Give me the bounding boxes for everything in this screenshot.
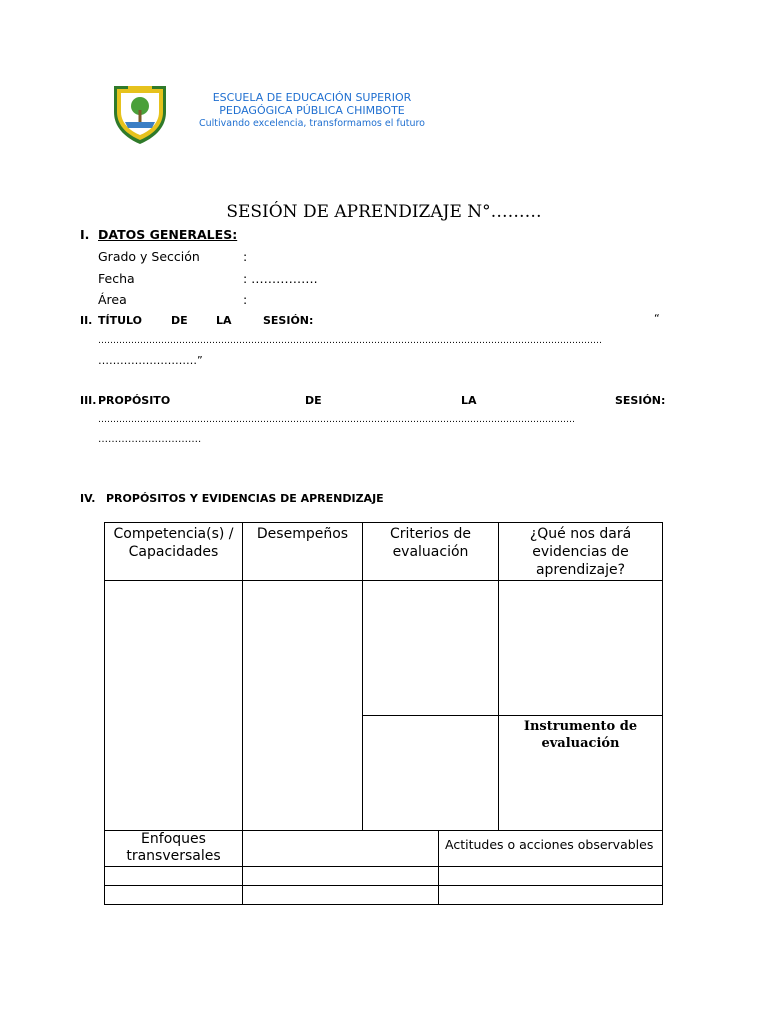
section2-word-la: LA (216, 314, 232, 327)
enfoques-cell[interactable] (243, 831, 439, 867)
cell-evidencias[interactable] (499, 581, 663, 716)
field-value-fecha: : ……………. (243, 271, 318, 286)
table-row (105, 867, 663, 886)
enfoque-detail-cell[interactable] (243, 867, 439, 886)
section4-heading: PROPÓSITOS Y EVIDENCIAS DE APRENDIZAJE (106, 492, 384, 505)
section2-number: II. (80, 314, 93, 327)
section2-word-de: DE (171, 314, 188, 327)
field-value-area: : (243, 292, 248, 307)
section2-open-quote: “ (654, 312, 660, 325)
enfoque-cell[interactable] (105, 886, 243, 905)
field-value-grado: : (243, 249, 248, 264)
header-evidencias: ¿Qué nos dará evidencias de aprendizaje? (499, 523, 663, 581)
section2-dotted-line2: ………………………” (98, 354, 203, 367)
enfoques-row (105, 831, 663, 867)
table-row (105, 886, 663, 905)
section1-number: I. (80, 227, 90, 242)
actitud-cell[interactable] (439, 886, 663, 905)
cell-desempenos[interactable] (243, 581, 363, 831)
field-label-area: Área (98, 292, 127, 307)
institution-slogan: Cultivando excelencia, transformamos el futuro (199, 118, 425, 129)
header-desempenos: Desempeños (243, 523, 363, 581)
section4-number: IV. (80, 492, 96, 505)
section3-number: III. (80, 394, 97, 407)
cell-criterios-upper[interactable] (363, 581, 499, 716)
enfoque-detail-cell[interactable] (243, 886, 439, 905)
section2-word-sesion: SESIÓN: (263, 314, 314, 327)
section3-dotted-line2: …………………………. (98, 434, 202, 445)
enfoques-label: Enfoques transversales (105, 831, 243, 867)
shield-icon (108, 82, 172, 146)
section3-word-de: DE (305, 394, 322, 407)
section3-dotted-line1: …………………………………………………………………………………………………………………………………………… (98, 415, 575, 425)
institution-header (194, 91, 430, 130)
section1-heading: DATOS GENERALES: (98, 227, 238, 242)
instrument-label: Instrumento de evaluación (499, 716, 663, 831)
cell-criterios-lower[interactable] (363, 716, 499, 831)
enfoque-cell[interactable] (105, 867, 243, 886)
section2-dotted-line1: …………………………………………………………………………………………………………………………………………………… (98, 336, 602, 346)
field-label-fecha: Fecha (98, 271, 135, 286)
institution-name-line2: PEDAGÓGICA PÚBLICA CHIMBOTE (219, 104, 405, 117)
header-competencias: Competencia(s) / Capacidades (105, 523, 243, 581)
actitud-cell[interactable] (439, 867, 663, 886)
table-row-upper (105, 581, 663, 716)
table-header-row (105, 523, 663, 581)
section3-word-la: LA (461, 394, 477, 407)
cell-competencias[interactable] (105, 581, 243, 831)
institution-name-line1: ESCUELA DE EDUCACIÓN SUPERIOR (212, 91, 412, 104)
header-criterios: Criterios de evaluación (363, 523, 499, 581)
document-title: SESIÓN DE APRENDIZAJE N°……… (226, 202, 542, 222)
section3-word-sesion: SESIÓN: (615, 394, 666, 407)
actitudes-label: Actitudes o acciones observables (439, 831, 663, 867)
institution-logo (108, 82, 172, 146)
section2-word-titulo: TÍTULO (98, 314, 142, 327)
evidence-table (104, 522, 663, 905)
field-label-grado: Grado y Sección (98, 249, 200, 264)
section3-word-proposito: PROPÓSITO (98, 394, 171, 407)
